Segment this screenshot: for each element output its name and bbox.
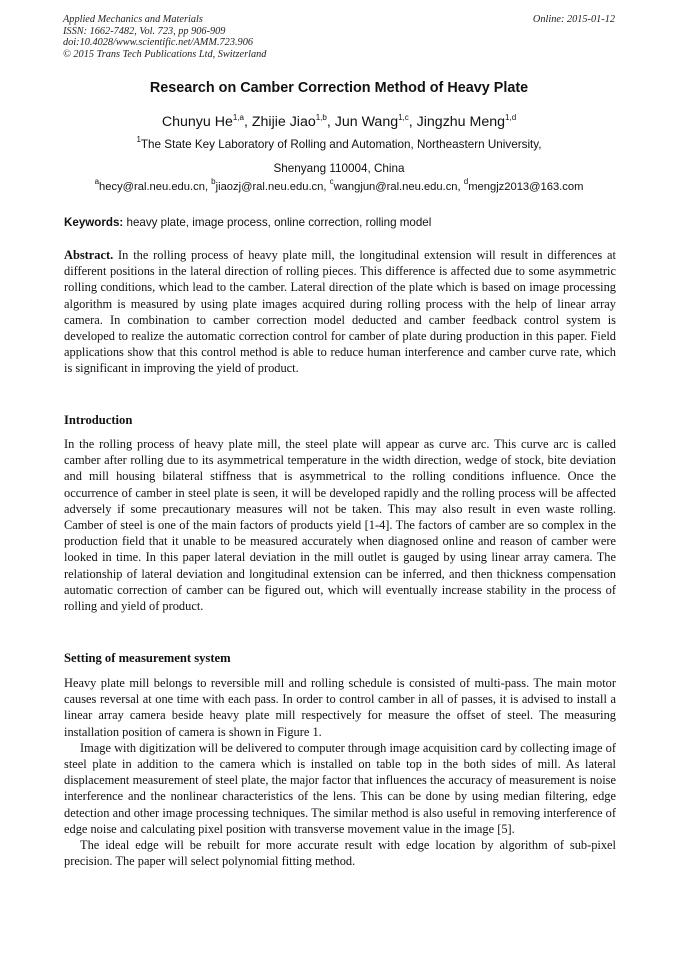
doi-line: doi:10.4028/www.scientific.net/AMM.723.906 [63,37,253,49]
email[interactable]: $^a$hecy@ral.neu.edu.cn [94,177,205,193]
setting-paragraph-2: Image with digitization will be delivered to computer through image acquisition card by collecting image of steel plate in addition to the camera which is installed on table top in the both sides of mill. As lateral displacement measurement of steel plate, the major factor that influences the accuracy of measurement is noise interference and the nonlinear characteristics of the lens. This can be done by using median filtering, edge detection and other image processing techniques. The similar method is also useful in removing interference of edge noise and calculating pixel position with transverse movement value in the image [5]. [64,740,616,836]
setting-paragraph-3: The ideal edge will be rebuilt for more accurate result with edge location by algorithm of sub-pixel precision. The paper will select polynomial fitting method. [64,838,616,869]
email-list: $^a$hecy@ral.neu.edu.cn, $^b$jiaozj@ral.neu.edu.cn, $^c$wangjun@ral.neu.edu.cn, $^d$mengjz2013@163.com [94,177,584,193]
email[interactable]: $^d$mengjz2013@163.com [463,177,584,193]
introduction-heading: Introduction [64,413,133,427]
affiliation-line-2: Shenyang 110004, China [273,162,405,175]
journal-header [63,14,615,60]
abstract-label: Abstract. [64,248,114,262]
email[interactable]: $^b$jiaozj@ral.neu.edu.cn [211,177,324,193]
author-list [0,114,678,130]
email[interactable]: $^c$wangjun@ral.neu.edu.cn [329,177,458,193]
issn-line: ISSN: 1662-7482, Vol. 723, pp 906-909 [63,25,226,37]
author: Jun Wang$^{1,c}$, [334,113,417,130]
online-date: Online: 2015-01-12 [532,14,615,25]
introduction-section [64,436,616,614]
abstract-text: In the rolling process of heavy plate mill, the longitudinal extension will result in differences at different positions in the lateral direction of rolling pieces. This difference is affected due to some asymmetric rolling conditions, which lead to the camber. Lateral direction of the plate which is based on image processing algorithm is measured by using plate images acquired during rolling process with the help of linear array camera. In combination to camber correction model deducted and camber feedback control system is developed to realize the automatic correction control for camber of plate during production in this paper. Field applications show that this control method is able to reduce human interference and camber curve rate, which is significant in improving the yield of product. [64,248,616,376]
author: Chunyu He$^{1,a}$, [161,113,252,130]
setting-section [64,675,616,869]
keywords [64,216,616,229]
setting-heading: Setting of measurement system [64,651,231,665]
copyright-line: © 2015 Trans Tech Publications Ltd, Switzerland [63,48,267,60]
introduction-paragraph: In the rolling process of heavy plate mill, the steel plate will appear as curve arc. This curve arc is called camber after rolling due to its asymmetrical temperature in the width direction, wedge of stock, bite deviation and mill housing bilateral stiffness that is asymmetrical to the rolling conditions influence. Once the occurrence of camber in steel plate is seen, it will be developed rapidly and the rolling process will be affected adversely if some precautionary measures will not be taken. This may also result in even waste rolling. Camber of steel is one of the main factors of products yield [1-4]. The factors of camber are so complex in the production field that it unable to be measured accurately when diagnosed online and reason of camber were looked in time. In this paper lateral deviation in the mill outlet is gauged by using linear array camera. The relationship of lateral deviation and longitudinal extension can be inferred, and then thickness compensation automatic correction of camber can be figured out, which will eventually increase stability in the process of rolling and yield of product. [64,437,616,614]
abstract [64,247,616,377]
affiliation-line-1: $^1$The State Key Laboratory of Rolling and Automation, Northeastern University, [136,135,542,151]
author: Zhijie Jiao$^{1,b}$, [251,113,335,130]
author: Jingzhu Meng$^{1,d}$ [416,113,517,130]
keywords-text: heavy plate, image process, online correction, rolling model [123,216,432,229]
journal-name: Applied Mechanics and Materials [63,14,203,25]
keywords-label: Keywords: [64,216,124,229]
paper-title: Research on Camber Correction Method of Heavy Plate [149,80,529,96]
setting-paragraph-1: Heavy plate mill belongs to reversible mill and rolling schedule is consisted of multi-pass. The main motor causes reversal at one time with each pass. In order to control camber in all of passes, it is advised to install a linear array camera beside heavy plate mill respectively for measure the offset of steel. The measuring installation position of camera is shown in Figure 1. [64,676,616,739]
